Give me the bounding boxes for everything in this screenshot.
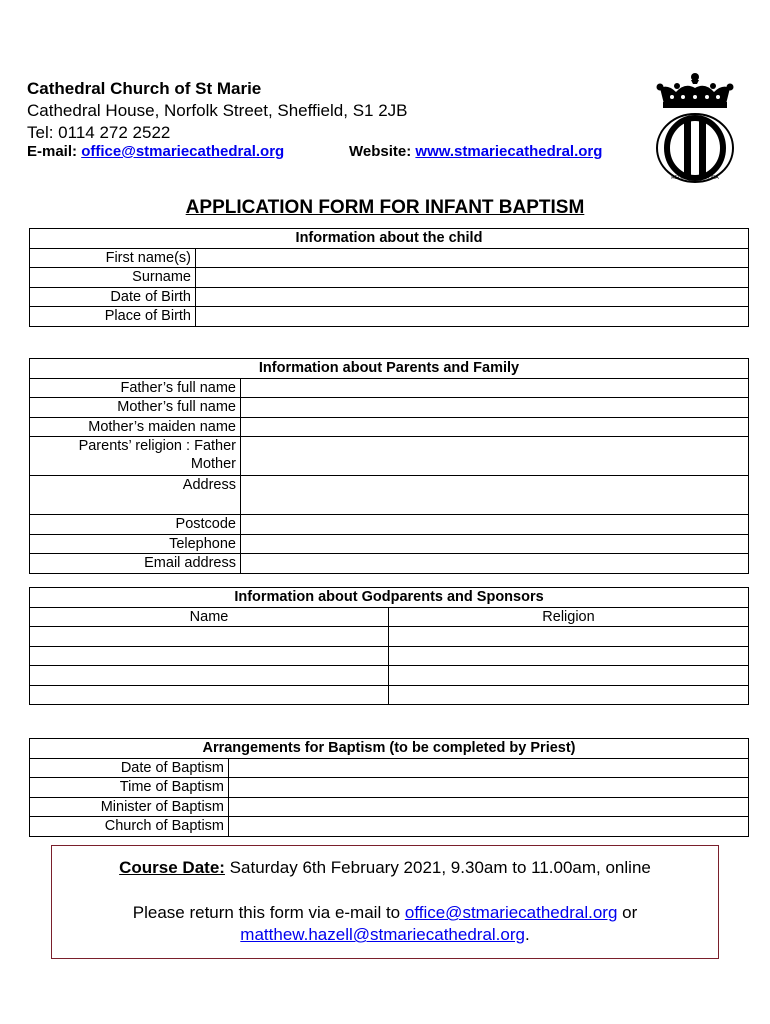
table-row (30, 378, 749, 398)
table-row (30, 417, 749, 437)
telephone-field[interactable] (241, 534, 749, 554)
surname-field[interactable] (196, 268, 749, 288)
date-of-baptism-field[interactable] (229, 758, 749, 778)
website-link[interactable]: www.stmariecathedral.org (415, 143, 603, 160)
mother-name-field[interactable] (241, 398, 749, 418)
name-column-header: Name (30, 607, 389, 627)
table-row (30, 778, 749, 798)
child-section-heading: Information about the child (30, 229, 749, 249)
minister-of-baptism-label: Minister of Baptism (30, 797, 229, 817)
father-name-label: Father’s full name (30, 378, 241, 398)
course-date-label: Course Date: (119, 858, 225, 877)
address-field[interactable] (241, 476, 749, 515)
table-row (30, 646, 749, 666)
table-row (30, 627, 749, 647)
email-address-field[interactable] (241, 554, 749, 574)
religion-mother-label: Mother (190, 456, 236, 472)
crown-icon (657, 73, 734, 108)
table-row (30, 607, 749, 627)
logo-motto: REGINA COELI ORA (671, 175, 719, 181)
table-row (30, 817, 749, 837)
godparent-religion-field[interactable] (389, 627, 749, 647)
church-of-baptism-field[interactable] (229, 817, 749, 837)
first-names-label: First name(s) (30, 248, 196, 268)
mother-maiden-name-field[interactable] (241, 417, 749, 437)
course-info-box (51, 845, 719, 959)
return-email-office-link[interactable]: office@stmariecathedral.org (404, 903, 618, 922)
first-names-field[interactable] (196, 248, 749, 268)
time-of-baptism-label: Time of Baptism (30, 778, 229, 798)
table-row (30, 268, 749, 288)
table-row (30, 534, 749, 554)
parents-section-heading: Information about Parents and Family (30, 359, 749, 379)
godparent-religion-field[interactable] (389, 685, 749, 705)
church-address: Cathedral House, Norfolk Street, Sheffield, S1 2JB (27, 101, 408, 120)
table-row (30, 685, 749, 705)
table-row (30, 476, 749, 515)
time-of-baptism-field[interactable] (229, 778, 749, 798)
table-row (30, 515, 749, 535)
godparent-name-field[interactable] (30, 646, 389, 666)
father-name-field[interactable] (241, 378, 749, 398)
mother-maiden-name-label: Mother’s maiden name (30, 417, 241, 437)
date-of-birth-label: Date of Birth (30, 287, 196, 307)
church-telephone: Tel: 0114 272 2522 (27, 123, 171, 142)
table-row (30, 398, 749, 418)
course-date-text: Saturday 6th February 2021, 9.30am to 11.00am, online (224, 858, 651, 877)
religion-column-header: Religion (389, 607, 749, 627)
postcode-label: Postcode (30, 515, 241, 535)
religion-father-label: Parents’ religion : Father (78, 438, 236, 454)
parents-religion-label (30, 437, 241, 476)
address-label: Address (30, 476, 241, 515)
monogram-icon (657, 114, 733, 182)
return-instructions (52, 902, 718, 946)
godparent-religion-field[interactable] (389, 666, 749, 686)
arrangements-table (29, 738, 749, 837)
page-title: APPLICATION FORM FOR INFANT BAPTISM (185, 197, 585, 218)
mother-name-label: Mother’s full name (30, 398, 241, 418)
place-of-birth-field[interactable] (196, 307, 749, 327)
child-info-table (29, 228, 749, 327)
table-row (30, 248, 749, 268)
church-name: Cathedral Church of St Marie (27, 79, 262, 98)
church-of-baptism-label: Church of Baptism (30, 817, 229, 837)
godparent-name-field[interactable] (30, 666, 389, 686)
telephone-label: Telephone (30, 534, 241, 554)
return-email-matthew-link[interactable]: matthew.hazell@stmariecathedral.org (240, 925, 525, 944)
godparent-name-field[interactable] (30, 627, 389, 647)
postcode-field[interactable] (241, 515, 749, 535)
table-row (30, 797, 749, 817)
godparents-table (29, 587, 749, 705)
table-row (30, 554, 749, 574)
cathedral-crest-logo (650, 70, 740, 188)
minister-of-baptism-field[interactable] (229, 797, 749, 817)
course-date-line (52, 858, 718, 878)
table-row (30, 307, 749, 327)
parents-info-table (29, 358, 749, 574)
email-link[interactable]: office@stmariecathedral.org (81, 143, 285, 160)
table-row (30, 666, 749, 686)
contact-line (27, 143, 603, 160)
email-address-label: Email address (30, 554, 241, 574)
website-label: Website: (349, 143, 412, 160)
godparent-name-field[interactable] (30, 685, 389, 705)
website-group (349, 143, 602, 160)
arrangements-section-heading: Arrangements for Baptism (to be completed by Priest) (30, 739, 749, 759)
parents-religion-field[interactable] (241, 437, 749, 476)
table-row (30, 758, 749, 778)
place-of-birth-label: Place of Birth (30, 307, 196, 327)
date-of-birth-field[interactable] (196, 287, 749, 307)
godparent-religion-field[interactable] (389, 646, 749, 666)
table-row (30, 437, 749, 476)
surname-label: Surname (30, 268, 196, 288)
table-row (30, 287, 749, 307)
return-or-text: or (617, 903, 638, 922)
email-label: E-mail: (27, 143, 78, 160)
date-of-baptism-label: Date of Baptism (30, 758, 229, 778)
godparents-section-heading: Information about Godparents and Sponsors (30, 588, 749, 608)
return-end-text: . (524, 925, 530, 944)
return-text: Please return this form via e-mail to (132, 903, 405, 922)
